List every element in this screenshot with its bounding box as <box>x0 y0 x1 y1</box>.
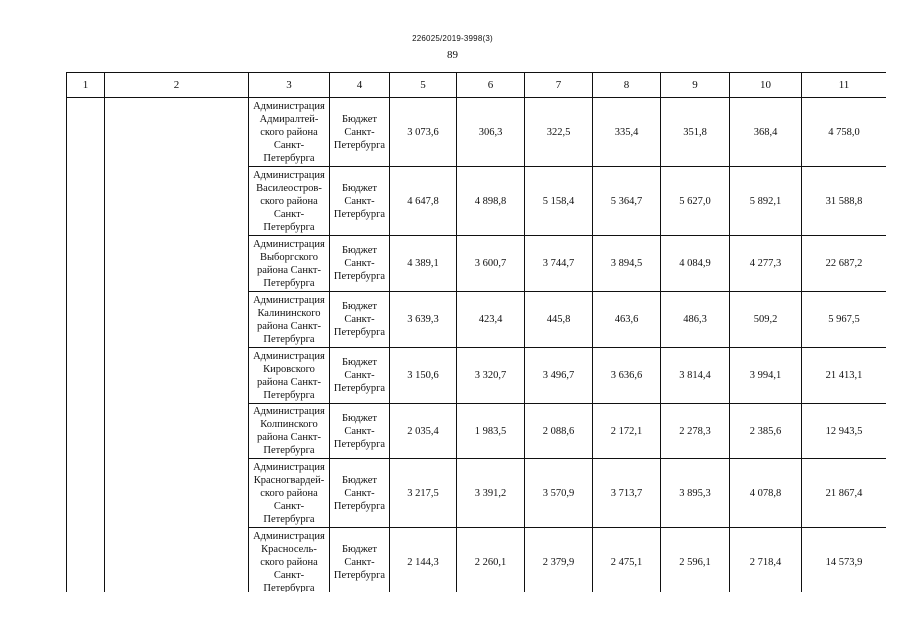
year-value-cell: 3 320,7 <box>457 348 525 404</box>
administration-name-line: ского района <box>260 195 318 207</box>
year-value-cell: 3 895,3 <box>661 459 730 528</box>
year-value-cell: 486,3 <box>661 292 730 348</box>
administration-name-line: Петербурга <box>263 221 315 233</box>
funding-source-line: Петербурга <box>333 208 386 220</box>
funding-source-cell <box>330 167 390 236</box>
year-value-cell: 445,8 <box>525 292 593 348</box>
total-value-cell: 4 758,0 <box>802 98 887 167</box>
funding-source-line: Бюджет <box>341 182 378 194</box>
funding-source-line: Бюджет <box>341 412 378 424</box>
year-value-cell: 423,4 <box>457 292 525 348</box>
funding-source-line: Бюджет <box>341 543 378 555</box>
funding-source-line: Бюджет <box>341 113 378 125</box>
funding-source-line: Санкт- <box>344 487 375 499</box>
year-value-cell: 4 277,3 <box>730 236 802 292</box>
funding-source-line: Санкт- <box>344 195 375 207</box>
administration-name-line: Петербурга <box>263 389 315 401</box>
year-value-cell: 2 088,6 <box>525 404 593 459</box>
funding-source-cell <box>330 348 390 404</box>
column-header: 11 <box>802 73 887 98</box>
year-value-cell: 5 627,0 <box>661 167 730 236</box>
administration-name-line: Администрация <box>253 530 325 542</box>
funding-source-cell <box>330 459 390 528</box>
funding-source-line: Бюджет <box>341 357 378 368</box>
administration-name-line: Петербурга <box>263 333 315 345</box>
administration-name-line: Санкт- <box>273 569 305 581</box>
administration-name-line: Адмиралтей- <box>259 113 319 125</box>
budget-table <box>66 72 886 592</box>
column-header: 9 <box>661 73 730 98</box>
budget-table-container <box>66 72 886 592</box>
funding-source-line: Санкт- <box>344 258 375 269</box>
administration-name-line: Санкт- <box>273 139 305 151</box>
funding-source-line: Бюджет <box>341 474 378 486</box>
year-value-cell: 3 073,6 <box>390 98 457 167</box>
funding-source-cell <box>330 404 390 459</box>
administration-name-line: Василеостров- <box>256 182 322 194</box>
year-value-cell: 3 894,5 <box>593 236 661 292</box>
year-value-cell: 2 144,3 <box>390 528 457 593</box>
administration-name-cell <box>249 459 330 528</box>
administration-name-line: Петербурга <box>263 277 315 289</box>
administration-name-line: Петербурга <box>263 582 315 592</box>
page-number: 89 <box>447 49 458 61</box>
year-value-cell: 2 278,3 <box>661 404 730 459</box>
administration-name-line: ского района <box>260 487 318 499</box>
administration-name-line: Санкт- <box>273 500 305 512</box>
table-row <box>67 98 887 167</box>
administration-name-line: Петербурга <box>263 152 315 164</box>
total-value-cell: 21 867,4 <box>802 459 887 528</box>
total-value-cell: 5 967,5 <box>802 292 887 348</box>
year-value-cell: 5 158,4 <box>525 167 593 236</box>
administration-name-line: Кировского <box>263 363 315 375</box>
funding-source-line: Санкт- <box>344 314 375 325</box>
year-value-cell: 4 389,1 <box>390 236 457 292</box>
year-value-cell: 4 898,8 <box>457 167 525 236</box>
year-value-cell: 3 744,7 <box>525 236 593 292</box>
year-value-cell: 1 983,5 <box>457 404 525 459</box>
funding-source-line: Петербурга <box>333 438 386 450</box>
funding-source-line: Петербурга <box>333 500 386 512</box>
year-value-cell: 463,6 <box>593 292 661 348</box>
administration-name-line: Петербурга <box>263 513 315 525</box>
table-body <box>67 98 887 593</box>
administration-name-line: района Санкт- <box>256 376 321 388</box>
administration-name-line: Администрация <box>253 406 325 417</box>
administration-name-line: района Санкт- <box>256 264 321 276</box>
administration-name-line: Администрация <box>253 238 325 250</box>
administration-name-line: ского района <box>260 556 318 568</box>
year-value-cell: 2 172,1 <box>593 404 661 459</box>
total-value-cell: 31 588,8 <box>802 167 887 236</box>
column-header: 2 <box>105 73 249 98</box>
year-value-cell: 3 391,2 <box>457 459 525 528</box>
funding-source-line: Петербурга <box>333 271 386 282</box>
column-header: 6 <box>457 73 525 98</box>
administration-name-line: Администрация <box>253 100 325 112</box>
year-value-cell: 2 379,9 <box>525 528 593 593</box>
administration-name-line: Администрация <box>253 461 325 473</box>
year-value-cell: 5 364,7 <box>593 167 661 236</box>
administration-name-line: Администрация <box>253 350 325 362</box>
funding-source-line: Петербурга <box>333 139 386 151</box>
administration-name-line: района Санкт- <box>256 432 321 443</box>
funding-source-cell <box>330 292 390 348</box>
year-value-cell: 335,4 <box>593 98 661 167</box>
year-value-cell: 3 600,7 <box>457 236 525 292</box>
total-value-cell: 21 413,1 <box>802 348 887 404</box>
administration-name-cell <box>249 528 330 593</box>
year-value-cell: 306,3 <box>457 98 525 167</box>
year-value-cell: 4 084,9 <box>661 236 730 292</box>
total-value-cell: 14 573,9 <box>802 528 887 593</box>
funding-source-line: Бюджет <box>341 245 378 256</box>
column-header: 10 <box>730 73 802 98</box>
administration-name-line: Калининского <box>257 307 321 319</box>
funding-source-line: Петербурга <box>333 383 386 394</box>
year-value-cell: 4 647,8 <box>390 167 457 236</box>
year-value-cell: 351,8 <box>661 98 730 167</box>
column-header: 1 <box>67 73 105 98</box>
year-value-cell: 368,4 <box>730 98 802 167</box>
year-value-cell: 322,5 <box>525 98 593 167</box>
year-value-cell: 2 596,1 <box>661 528 730 593</box>
year-value-cell: 2 035,4 <box>390 404 457 459</box>
column-header: 5 <box>390 73 457 98</box>
funding-source-line: Петербурга <box>333 327 386 338</box>
column-header: 8 <box>593 73 661 98</box>
administration-name-line: Администрация <box>253 294 325 306</box>
funding-source-line: Санкт- <box>344 425 375 437</box>
year-value-cell: 2 385,6 <box>730 404 802 459</box>
year-value-cell: 4 078,8 <box>730 459 802 528</box>
total-value-cell: 12 943,5 <box>802 404 887 459</box>
administration-name-line: Красногвардей- <box>253 474 325 486</box>
year-value-cell: 3 636,6 <box>593 348 661 404</box>
year-value-cell: 3 496,7 <box>525 348 593 404</box>
year-value-cell: 3 570,9 <box>525 459 593 528</box>
column-header: 4 <box>330 73 390 98</box>
year-value-cell: 3 994,1 <box>730 348 802 404</box>
funding-source-line: Санкт- <box>344 556 375 568</box>
year-value-cell: 3 814,4 <box>661 348 730 404</box>
column-header: 7 <box>525 73 593 98</box>
year-value-cell: 2 718,4 <box>730 528 802 593</box>
administration-name-line: Выборгского <box>260 251 318 263</box>
total-value-cell: 22 687,2 <box>802 236 887 292</box>
administration-name-cell <box>249 98 330 167</box>
administration-name-line: Красносель- <box>261 543 317 555</box>
year-value-cell: 3 150,6 <box>390 348 457 404</box>
year-value-cell: 2 475,1 <box>593 528 661 593</box>
funding-source-line: Санкт- <box>344 126 375 138</box>
administration-name-line: Администрация <box>253 169 325 181</box>
administration-name-cell <box>249 236 330 292</box>
administration-name-cell <box>249 292 330 348</box>
year-value-cell: 3 639,3 <box>390 292 457 348</box>
administration-name-line: Петербурга <box>263 445 315 456</box>
year-value-cell: 3 713,7 <box>593 459 661 528</box>
administration-name-line: района Санкт- <box>256 320 321 332</box>
year-value-cell: 2 260,1 <box>457 528 525 593</box>
funding-source-cell <box>330 98 390 167</box>
document-id: 226025/2019-3998(3) <box>412 34 493 43</box>
administration-name-cell <box>249 404 330 459</box>
funding-source-line: Бюджет <box>341 301 378 312</box>
administration-name-line: Санкт- <box>273 208 305 220</box>
year-value-cell: 5 892,1 <box>730 167 802 236</box>
column-header: 3 <box>249 73 330 98</box>
funding-source-line: Петербурга <box>333 569 386 581</box>
year-value-cell: 3 217,5 <box>390 459 457 528</box>
column-1-cell <box>67 98 105 593</box>
year-value-cell: 509,2 <box>730 292 802 348</box>
funding-source-cell <box>330 236 390 292</box>
administration-name-cell <box>249 348 330 404</box>
administration-name-cell <box>249 167 330 236</box>
administration-name-line: ского района <box>260 126 318 138</box>
funding-source-cell <box>330 528 390 593</box>
column-2-cell <box>105 98 249 593</box>
administration-name-line: Колпинского <box>260 419 318 430</box>
header-row <box>67 73 887 98</box>
funding-source-line: Санкт- <box>344 370 375 381</box>
